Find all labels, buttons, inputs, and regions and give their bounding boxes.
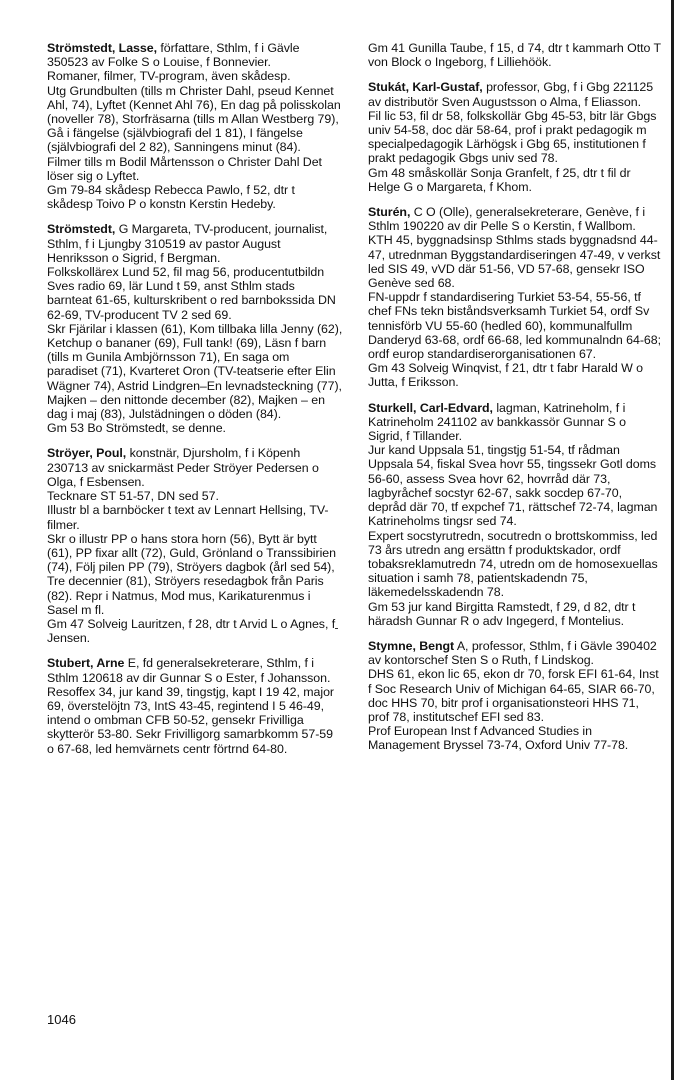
entry-paragraph: Stubert, Arne E, fd generalsekreterare, Sthlm, f i Sthlm 120618 av dir Gunnar S o Ester, f Johansson. — [47, 656, 331, 685]
entry-paragraph: Strömstedt, Lasse, författare, Sthlm, f i Gävle 350523 av Folke S o Louise, f Bonnevier. — [47, 41, 300, 70]
entry-paragraph: Tecknare ST 51-57, DN sed 57. — [47, 489, 219, 504]
entry-paragraph: Stymne, Bengt A, professor, Sthlm, f i Gävle 390402 av kontorschef Sten S o Ruth, f Lindskog. — [368, 638, 657, 668]
entry-paragraph: Gm 47 Solveig Lauritzen, f 28, dtr t Arvid L o Agnes, f Jensen. — [47, 616, 336, 646]
entry-paragraph: Folkskollärex Lund 52, fil mag 56, producentutbildn Sves radio 69, lär Lund t 59, anst Sthlm stads barnteat 61-65, kulturskribent o red barnbokssida DN 62-69, TV-producent TV 2 sed 69. — [47, 265, 336, 322]
entry-paragraph: Ströyer, Poul, konstnär, Djursholm, f i Köpenh 230713 av snickarmäst Peder Ströyer Pedersen o Olga, f Esbensen. — [47, 446, 319, 489]
entry-paragraph: Resoffex 34, jur kand 39, tingstjg, kapt I 19 42, major 69, överstelöjtn 73, IntS 43-45, regintend I 5 46-49, intend o ombman CFB 50-52, gensekr Frivilliga skytterör 53-80. Sekr Frivilligorg samarbkomm 57-59 o 67-68, led hemvärnets centr förtrnd 64-80. — [47, 684, 334, 756]
entry-name: Sturén, — [368, 205, 411, 220]
entry-stubert-arne — [47, 656, 343, 755]
entry-paragraph: Sturén, C O (Olle), generalsekreterare, Genève, f i Sthlm 190220 av dir Pelle S o Kerstin, f Wallbom. — [368, 205, 646, 234]
entry-name: Stubert, Arne — [47, 656, 125, 671]
entry-paragraph: Gm 41 Gunilla Taube, f 15, d 74, dtr t kammarh Otto T von Block o Ingeborg, f Lilliehöök. — [368, 41, 661, 70]
entry-stromstedt-margareta — [47, 222, 343, 435]
entry-paragraph: Prof European Inst f Advanced Studies in Management Bryssel 73-74, Oxford Univ 77-78. — [368, 724, 629, 753]
entry-paragraph: Skr o illustr PP o hans stora horn (56), Bytt är bytt (61), PP fixar allt (72), Guld, Grönland o Transsibirien (74), Följ pilen PP (79), Ströyers dagbok (årl sed 54), Tre decennier (81), Ströyers resedagbok från Paris (82). Repr i Natmus, Mod mus, Karikaturenmus i Sasel m fl. — [47, 531, 336, 617]
entry-name: Stymne, Bengt — [368, 638, 455, 653]
entry-paragraph: Fil lic 53, fil dr 58, folkskollär Gbg 45-53, bitr lär Gbgs univ 54-58, doc där 58-64, prof i prakt pedagogik m specialpedagogik Lärhögsk i Gbg 65, institutionen f prakt pedagogik Gbgs univ sed 78. — [368, 108, 657, 166]
entry-paragraph: FN-uppdr f standardisering Turkiet 53-54, 55-56, tf chef FNs tekn biståndsverksamh Turkiet 54, ordf Sv tennisförb VU 55-60 (hedled 60), kommunalfullm Danderyd 63-68, ordf 66-68, led kommunalndn 64-68; ordf europ standardiserorganisationen 67. — [368, 290, 661, 362]
page-edge-rule — [671, 0, 674, 1080]
entry-paragraph: Skr Fjärilar i klassen (61), Kom tillbaka lilla Jenny (62), Ketchup o bananer (69), Full tank! (69), Läsn f barn (tills m Gunila Ambjörnsson 71), En saga om paradiset (71), Kvarteret Oron (TV-teatserie efter Elin Wägner 74), Astrid Lindgren–En levnadsteckning (77), Majken – den nittonde december (82), Majken – en dag i maj (83), Julstädningen o döden (84). — [47, 321, 343, 422]
entry-paragraph: Gm 53 jur kand Birgitta Ramstedt, f 29, d 82, dtr t häradsh Gunnar R o adv Ingegerd, f Montelius. — [368, 599, 636, 628]
entry-sturen-olle — [368, 205, 663, 390]
entry-name: Strömstedt, Lasse, — [47, 41, 157, 55]
entry-paragraph: KTH 45, byggnadsinsp Sthlms stads byggnadsnd 44-47, utrednman Byggstandardiseringen 47-49, v verkst led SIS 49, vVD där 51-56, VD 57-68, gensekr ISO Genève sed 68. — [368, 233, 661, 291]
right-column — [368, 41, 663, 764]
entry-paragraph: Expert socstyrutredn, socutredn o brottskommiss, led 73 års utredn ang ersättn f produktskador, ordf tobaksreklamutredn 74, utredn om de homosexuellas situation i samh 78, patientskadendn 75, läkemedelsskadendn 78. — [368, 528, 658, 600]
entry-paragraph: Filmer tills m Bodil Mårtensson o Christer Dahl Det löser sig o Lyftet. — [47, 154, 322, 183]
entry-name: Strömstedt, — [47, 222, 116, 237]
entry-name: Sturkell, Carl-Edvard, — [368, 400, 493, 415]
entry-stroyer-poul — [47, 446, 343, 645]
entry-paragraph: Strömstedt, G Margareta, TV-producent, journalist, Sthlm, f i Ljungby 310519 av pastor August Henriksson o Sigrid, f Bergman. — [47, 222, 328, 265]
entry-name: Ströyer, Poul, — [47, 446, 127, 461]
entry-paragraph: DHS 61, ekon lic 65, ekon dr 70, forsk EFI 61-64, Inst f Soc Research Univ of Michigan 64-65, SIAR 66-70, doc HHS 70, bitr prof i organisationsteori HHS 71, prof 78, institutschef EFI sed 83. — [368, 667, 659, 724]
left-column — [47, 41, 343, 767]
entry-stymne-bengt — [368, 639, 663, 753]
entry-sturkell-carl-edvard — [368, 401, 663, 628]
entry-paragraph: Illustr bl a barnböcker t text av Lennart Hellsing, TV-filmer. — [47, 503, 329, 532]
entry-paragraph: Romaner, filmer, TV-program, även skådesp. — [47, 69, 291, 84]
entry-paragraph: Gm 79-84 skådesp Rebecca Pawlo, f 52, dtr t skådesp Toivo P o konstn Kerstin Hedeby. — [47, 183, 295, 212]
entry-paragraph: Sturkell, Carl-Edvard, lagman, Katrineholm, f i Katrineholm 241102 av bankkassör Gunnar S o Sigrid, f Tillander. — [368, 400, 626, 444]
page-number: 1046 — [47, 1012, 76, 1027]
entry-paragraph: Jur kand Uppsala 51, tingstjg 51-54, tf rådman Uppsala 54, fiskal Svea hovr 55, tingssekr Gotl doms 56-60, assess Svea hovr 62, hovrråd där 73, lagbyråchef socstyr 62-67, sakk socdep 67-70, depråd där 70, tf expchef 71, rättschef 72-74, lagman Katrineholms tingsr sed 74. — [368, 443, 658, 529]
entry-name: Stukát, Karl-Gustaf, — [368, 80, 483, 95]
entry-paragraph: Gm 53 Bo Strömstedt, se denne. — [47, 421, 226, 436]
entry-paragraph: Utg Grundbulten (tills m Christer Dahl, pseud Kennet Ahl, 74), Lyftet (Kennet Ahl 76), En dag på polisskolan (noveller 78), Storfräsarna (tills m Allan Westberg 79), Gå i fängelse (självbiografi del 1 81), I fängelse (självbiografi del 2 82), Sanningens minut (84). — [47, 83, 341, 155]
entry-stromstedt-lasse — [47, 41, 343, 211]
entry-stukat-karl-gustaf — [368, 80, 663, 194]
entry-paragraph: Stukát, Karl-Gustaf, professor, Gbg, f i Gbg 221125 av distributör Sven Augustsson o Alma, f Eliasson. — [368, 80, 654, 109]
entry-paragraph: Gm 43 Solveig Winqvist, f 21, dtr t fabr Harald W o Jutta, f Eriksson. — [368, 361, 643, 390]
entry-paragraph: Gm 48 småskollär Sonja Granfelt, f 25, dtr t fil dr Helge G o Margareta, f Khom. — [368, 165, 631, 194]
entry-stubert-continued — [368, 41, 663, 69]
